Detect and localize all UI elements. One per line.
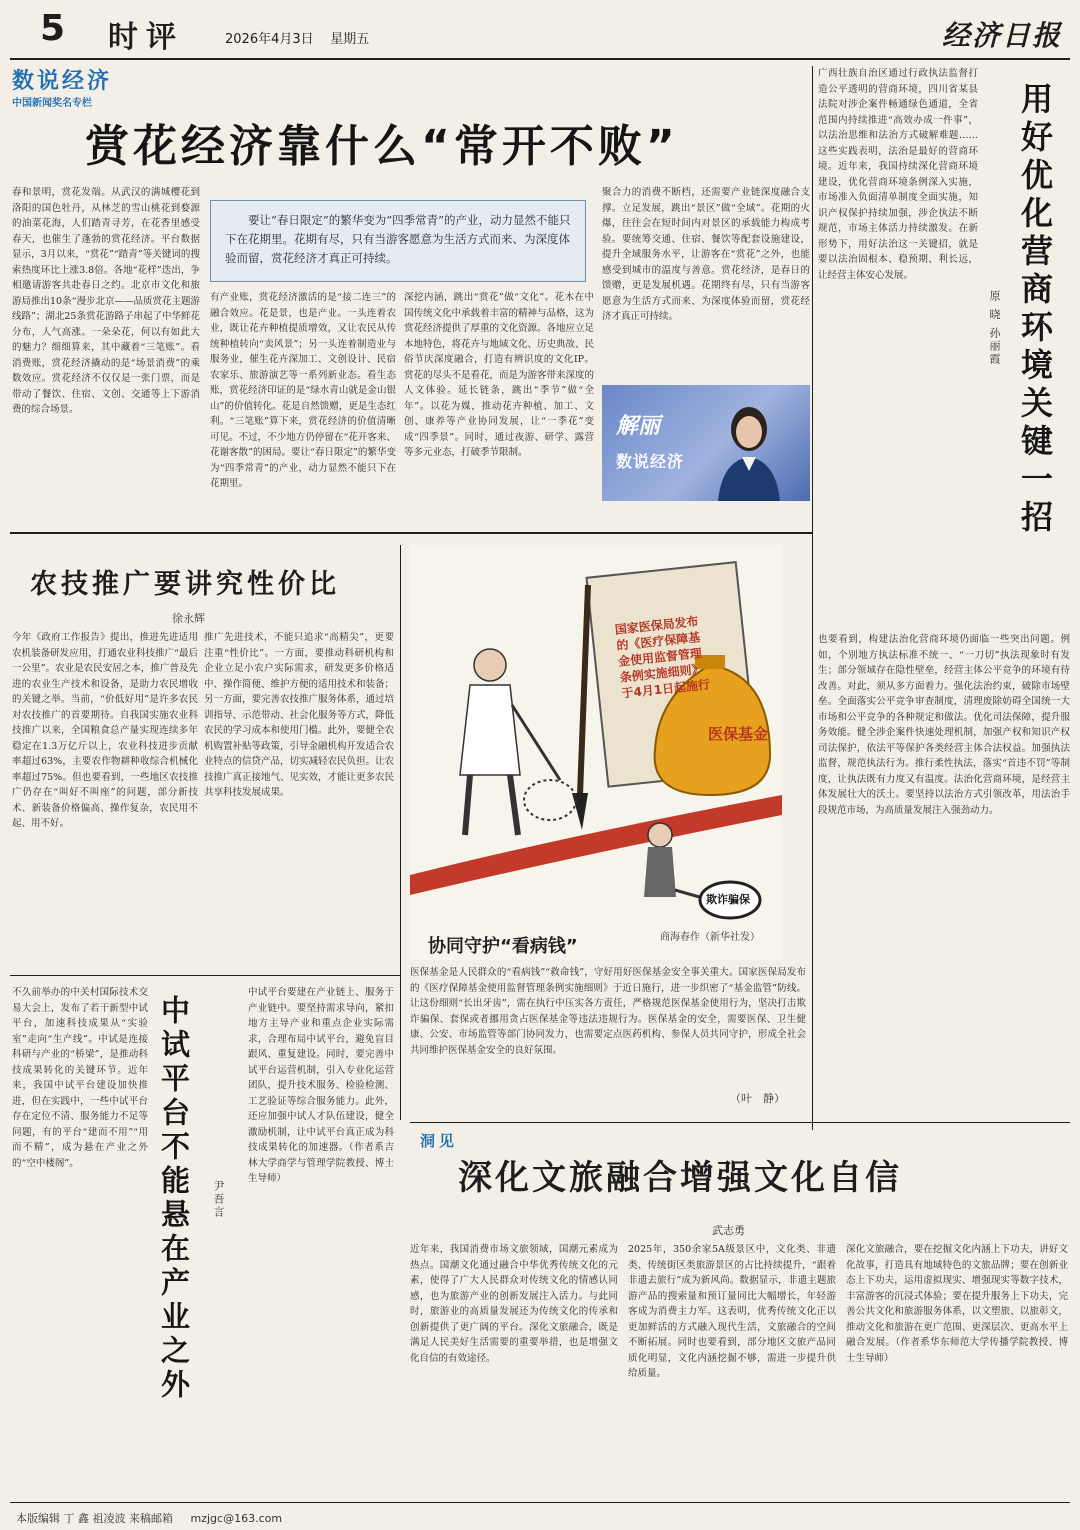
date-line [225, 28, 369, 47]
zhongshi-col2: 中试平台要建在产业链上、服务于产业链中。要坚持需求导向，紧扣地方主导产业和重点企业实际需求，合理布局中试平台，避免盲目跟风、重复建设。同时，要完善中试平台运营机制，引入专业化运营团队，提升技术服务、检验检测、工艺验证等综合服务能力。此外，还应加强中试人才队伍建设，健全激励机制，让中试平台真正成为科技成果转化的加速器。（作者系吉林大学商学与管理学院教授、博士生导师） [248, 987, 394, 1184]
zhongshi-col1: 不久前举办的中关村国际技术交易大会上，发布了若干新型中试平台，加速科技成果从“实验室”走向“生产线”。中试是连接科研与产业的“桥梁”，是推动科技成果转化的关键环节。近年来，我国中试平台建设加快推进，但在实践中，一些中试平台存在定位不清、服务能力不足等问题，有的平台“建而不用”“用而不精”，成为悬在产业之外的“空中楼阁”。 [12, 987, 148, 1169]
divider [812, 66, 813, 1130]
footer [10, 1502, 1070, 1530]
main-article-col4: 聚合力的消费不断档，还需要产业链深度融合支撑。立足发展，跳出“景区”做“全域”。花期的火爆，往往会在短时间内对景区的承载能力构成考验。要统筹交通、住宿、餐饮等配套设施建设，提升全域服务水平，让游客在“赏花”之外，也能感受到城市的温度与善意。赏花经济，是春日的馈赠，更是发展机遇。花期终有尽，只有当游客愿意为生活方式而来、为深度体验而留，赏花经济才真正可持续。 [602, 187, 810, 322]
photo-brand: 解丽 [616, 413, 661, 439]
main-article-col1: 春和景明，赏花发端。从武汉的满城樱花到洛阳的国色牡丹，从林芝的雪山桃花到婺源的油菜花海，人们踏青寻芳，在花香里感受春天，也催生了蓬勃的赏花经济。平台数据显示，3月以来，“赏花”“踏青”等关键词的搜索热度环比上涨3.8倍。各地“花样”迭出，争相邀请游客共赴春日之约。北京市文化和旅游局推出10条“漫步北京——品质赏花主题游线路”；湖北25条赏花游路子串起了中华鲜花分布，人气高涨。一朵朵花，何以有如此大的魅力？细细算来，其中藏着“三笔账”。看消费账，赏花经济撬动的是“场景消费”的乘数效应。赏花经济不仅仅是一张门票，而是带动了餐饮、住宿、文创、交通等上下游消费的综合场景。 [12, 187, 200, 415]
columnist-portrait-icon [712, 399, 786, 501]
page-number: 5 [40, 8, 66, 49]
editorial-cartoon [410, 545, 782, 960]
main-article-col3: 深挖内涵，跳出“赏花”做“文化”。花木在中国传统文化中承载着丰富的精神与品格，这为赏花经济提供了厚重的文化资源。各地应立足本地特色，将花卉与地域文化、历史典故、民俗节庆深度融合，打造有辨识度的文化IP。赏花的尽头不是看花，而是为游客带来深度的人文体验。延长链条，跳出“季节”做“全年”。以花为媒，推动花卉种植、加工、文创、康养等产业协同发展，让“一季花”变成“四季景”。同时，通过夜游、研学、露营等多元业态，打破季节限制。 [404, 292, 594, 458]
section-name: 时评 [108, 20, 184, 55]
summary-box: 要让“春日限定”的繁华变为“四季常青”的产业，动力显然不能只下在花期里。花期有尽，只有当游客愿意为生活方式而来、为深度体验而留，赏花经济才真正可持续。 [210, 200, 586, 282]
weekday: 星期五 [330, 32, 370, 47]
divider [400, 545, 401, 1120]
wenlv-col1: 近年来，我国消费市场文旅领域，国潮元素成为热点。国潮文化通过融合中华优秀传统文化的元素，使得了广大人民群众对传统文化的情感认同感，也为旅游产业的创新发展注入活力。与此同时，旅游业的高质量发展还为传统文化的传承和创新提供了更广阔的平台。深化文旅融合，既是满足人民美好生活需要的重要举措，也是增强文化自信的有效途径。 [410, 1244, 618, 1364]
cartoon-lock-label: 欺诈骗保 [706, 893, 750, 906]
cartoon-commentary: 医保基金是人民群众的“看病钱”“救命钱”，守好用好医保基金安全事关重大。国家医保局发布的《医疗保障基金使用监督管理条例实施细则》于近日施行，进一步织密了“基金监管”防线。让这份细则“长出牙齿”，需在执行中压实各方责任，严格规范医保基金使用行为，坚决打击欺诈骗保、套保或者挪用贪占医保基金等违法违规行为。医保基金的安全，需要医保、卫生健康、公安、市场监管等部门协同发力，也需要定点医药机构、参保人员共同守护，形成全社会共同维护医保基金安全的良好氛围。 [410, 967, 806, 1056]
wenlv-headline: 深化文旅融合增强文化自信 [458, 1158, 902, 1198]
main-article-col2: 有产业账，赏花经济激活的是“接二连三”的融合效应。花是景，也是产业。一头连着农业，既让花卉种植提质增效，又让农民从传统种植转向“卖风景”；另一头连着制造业与服务业，催生花卉深加工、文创设计、民宿农家乐、旅游演艺等一系列新业态。看生态账，赏花经济印证的是“绿水青山就是金山银山”的价值转化。花是自然馈赠，更是生态红利。“三笔账”算下来，赏花经济的价值清晰可见。不过，不少地方仍停留在“花开客来、花谢客散”的困局。要让“春日限定”的繁华变为“四季常青”的产业，动力显然不能只下在花期里。 [210, 292, 396, 489]
column-label-dongjian: 洞见 [420, 1132, 459, 1150]
cartoon-credit: 商海春作（新华社发） [660, 932, 760, 943]
footer-editors: 本版编辑 丁 鑫 祖凌波 来稿邮箱 [16, 1512, 173, 1525]
column-label: 数说经济 [12, 69, 113, 94]
nongji-headline: 农技推广要讲究性价比 [30, 569, 340, 600]
right-headline: 用好优化营商环境关键一招 [1016, 82, 1054, 538]
cartoon-title: 协同守护“看病钱” [428, 936, 578, 957]
paper-logo: 经济日报 [941, 19, 1062, 52]
wenlv-col2: 2025年，350余家5A级景区中，文化类、非遗类、传统街区类旅游景区的占比持续提升，“跟着非遗去旅行”成为新风尚。数据显示，非遗主题旅游产品的搜索量和预订量同比大幅增长，年轻游客成为消费主力军。这表明，优秀传统文化正以更加鲜活的方式融入现代生活，文旅融合的空间不断拓展。同时也要看到，部分地区文旅产品同质化明显，文化内涵挖掘不够，需进一步提升供给质量。 [628, 1244, 836, 1379]
cartoon-sign-text: 国家医保局发布的《医疗保障基金使用监督管理条例实施细则》于4月1日起施行 [614, 614, 711, 701]
nongji-col1: 今年《政府工作报告》提出，推进先进适用农机装备研发应用，打通农业科技推广“最后一公里”。农业是农民安居之本，推广普及先进的农业生产技术和设备，是助力农民增收的关键之举。当前，“价低好用”是许多农民对农技推广的首要期待。自我国实施农业科技推广以来，全国粮食总产量实现连续多年稳定在1.3万亿斤以上，农业科技进步贡献率超过63%，主要农作物耕种收综合机械化率超过75%。但也要看到，一些地区农技推广仍存在“叫好不叫座”的问题，部分新技术、新装备价格偏高、操作复杂，农民用不起、用不好。 [12, 632, 198, 829]
wenlv-col3: 深化文旅融合，要在挖掘文化内涵上下功夫，讲好文化故事，打造具有地域特色的文旅品牌；要在创新业态上下功夫，运用虚拟现实、增强现实等数字技术，丰富游客的沉浸式体验；要在提升服务上下功夫，完善公共文化和旅游服务体系，以文塑旅、以旅彰文，推动文化和旅游在更广范围、更深层次、更高水平上融合发展。（作者系华东师范大学传播学院教授、博士生导师） [846, 1244, 1068, 1364]
right-article-col2: 也要看到，构建法治化营商环境仍面临一些突出问题。例如，个别地方执法标准不统一、“一刀切”执法现象时有发生；部分领域存在隐性壁垒，经营主体公平竞争的环境有待改善。对此，须从多方面着力。强化法治约束，破除市场壁垒。全面落实公平竞争审查制度，清理废除妨碍全国统一大市场和公平竞争的各种规定和做法。优化司法保障，提升服务效能。健全涉企案件快速处理机制，加强产权和知识产权司法保护，依法平等保护各类经营主体合法权益。加强执法监督，规范执法行为。推行柔性执法，落实“首违不罚”等制度，让执法既有力度又有温度。法治化营商环境，是经营主体发展壮大的沃土。要坚持以法治方式引领改革，用法治手段规范市场，为高质量发展注入强劲动力。 [818, 634, 1070, 816]
column-subtitle: 中国新闻奖名专栏 [12, 98, 92, 109]
photo-column-name: 数说经济 [616, 452, 685, 471]
divider [10, 532, 812, 534]
divider [410, 1122, 1070, 1123]
date: 2026年4月3日 [225, 32, 314, 47]
columnist-photo [602, 385, 810, 501]
right-article-col1: 广西壮族自治区通过行政执法监督打造公平透明的营商环境，四川省某县法院对涉企案件畅通绿色通道，全省范围内持续推进“高效办成一件事”，以法治思维和法治方式破解难题……这些实践表明，法治是最好的营商环境。近年来，我国持续深化营商环境建设，优化营商环境条例深入实施，市场准入负面清单制度全面实施，知识产权保护持续加强，涉企执法不断规范，市场主体活力持续激发。在新形势下，用好法治这一关键招，就是要以法治固根本、稳预期、利长远，让经营主体安心发展。 [818, 68, 978, 281]
main-headline: 赏花经济靠什么“常开不败” [85, 121, 679, 172]
nongji-col2: 推广先进技术，不能只追求“高精尖”，更要注重“性价比”。一方面，要推动科研机构和企业立足小农户实际需求，研发更多价格适中、操作简便、维护方便的适用技术和装备；另一方面，要完善农技推广服务体系，通过培训指导、示范带动、社会化服务等方式，降低农民的学习成本和使用门槛。此外，要健全农机购置补贴等政策，引导金融机构开发适合农业特点的信贷产品，切实减轻农民负担。让农技推广真正接地气、见实效，才能让更多农民共享科技发展成果。 [204, 632, 394, 798]
divider [10, 975, 400, 976]
nongji-author: 徐永辉 [172, 612, 205, 625]
masthead [10, 8, 1070, 60]
zhongshi-author: 尹吾言 [212, 1180, 225, 1219]
cartoon-bag-label: 医保基金 [708, 725, 769, 743]
footer-email[interactable]: mzjgc@163.com [190, 1512, 283, 1525]
cartoon-commentary-author: （叶 静） [730, 1092, 785, 1105]
zhongshi-headline: 中试平台不能悬在产业之外 [157, 995, 191, 1403]
wenlv-author: 武志勇 [712, 1224, 745, 1237]
right-author: 原 晓 孙丽霞 [988, 290, 1001, 366]
